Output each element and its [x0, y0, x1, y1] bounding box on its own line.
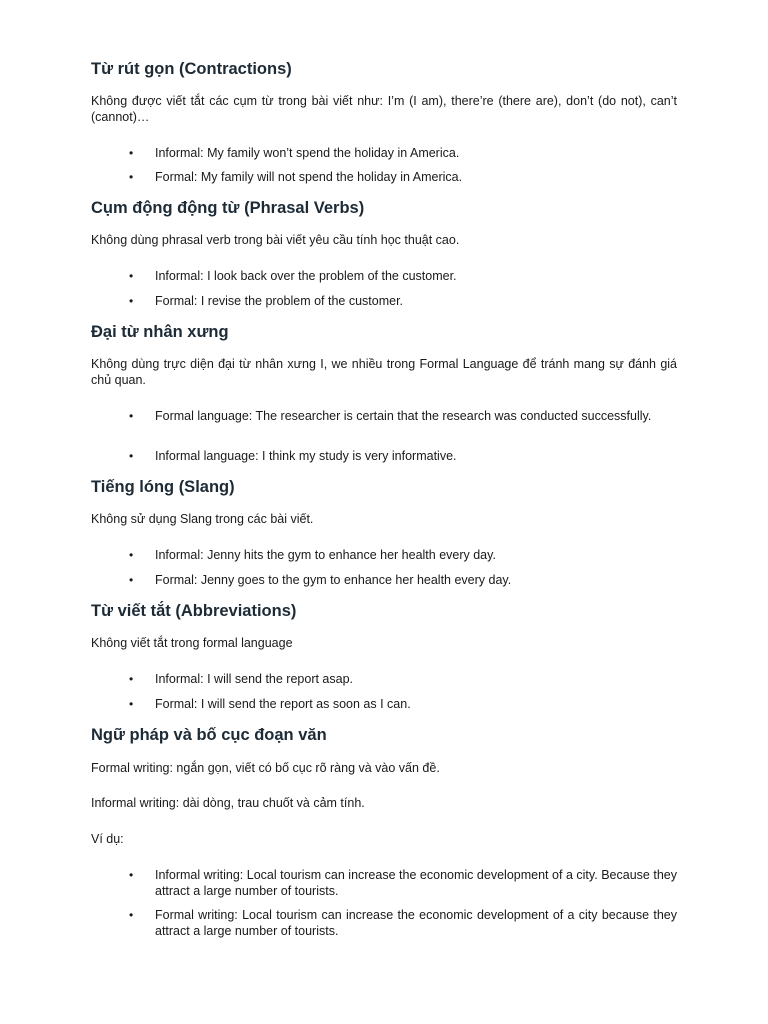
list-item-text: Informal: My family won’t spend the holiday in America. [155, 146, 460, 160]
bullet-icon: • [129, 146, 134, 160]
bullet-icon: • [129, 908, 134, 922]
section-heading-grammar-structure: Ngữ pháp và bố cục đoạn văn [91, 726, 327, 744]
list-item-text: Informal language: I think my study is very informative. [155, 449, 457, 463]
section-heading-abbreviations: Từ viết tắt (Abbreviations) [91, 602, 297, 620]
section-paragraph: Formal writing: ngắn gọn, viết có bố cục rõ ràng và vào vấn đề. [91, 761, 440, 775]
list-item-text: Formal writing: Local tourism can increase the economic development of a city because they attract a large number of tourists. [155, 908, 677, 938]
list-item [129, 409, 677, 425]
list-item [129, 672, 677, 688]
list-item [129, 697, 677, 713]
list-item-text: Informal: Jenny hits the gym to enhance her health every day. [155, 548, 496, 562]
list-item-text: Formal: My family will not spend the holiday in America. [155, 170, 463, 184]
list-item-text: Formal: I revise the problem of the customer. [155, 294, 404, 308]
section-heading-contractions: Từ rút gọn (Contractions) [91, 60, 292, 78]
bullet-icon: • [129, 170, 134, 184]
bullet-icon: • [129, 409, 134, 423]
list-item [129, 146, 677, 162]
list-item-text: Informal: I look back over the problem of the customer. [155, 269, 457, 283]
bullet-icon: • [129, 697, 134, 711]
section-paragraph: Không dùng trực diện đại từ nhân xưng I, we nhiều trong Formal Language để tránh mang sự đánh giá chủ quan. [91, 357, 677, 387]
section-heading-personal-pronouns: Đại từ nhân xưng [91, 323, 229, 341]
section-paragraph: Informal writing: dài dòng, trau chuốt và cảm tính. [91, 796, 365, 810]
list-item [129, 449, 677, 465]
list-item-text: Formal language: The researcher is certain that the research was conducted successfully. [155, 409, 652, 423]
section-paragraph: Không được viết tắt các cụm từ trong bài viết như: I’m (I am), there’re (there are), don’t (do not), can’t (cannot)… [91, 94, 677, 124]
list-item-text: Formal: Jenny goes to the gym to enhance her health every day. [155, 573, 512, 587]
list-item [129, 269, 677, 285]
section-paragraph: Không sử dụng Slang trong các bài viết. [91, 512, 314, 526]
list-item-text: Informal writing: Local tourism can increase the economic development of a city. Because they attract a large number of tourists. [155, 868, 677, 898]
list-item [129, 548, 677, 564]
bullet-icon: • [129, 868, 134, 882]
bullet-icon: • [129, 573, 134, 587]
list-item [129, 573, 677, 589]
list-item-text: Formal: I will send the report as soon as I can. [155, 697, 411, 711]
section-paragraph: Không viết tắt trong formal language [91, 636, 293, 650]
list-item-text: Informal: I will send the report asap. [155, 672, 354, 686]
list-item [129, 170, 677, 186]
list-item [129, 294, 677, 310]
bullet-icon: • [129, 548, 134, 562]
section-heading-slang: Tiếng lóng (Slang) [91, 478, 235, 496]
bullet-icon: • [129, 269, 134, 283]
bullet-icon: • [129, 449, 134, 463]
list-item [129, 868, 677, 899]
bullet-icon: • [129, 294, 134, 308]
section-heading-phrasal-verbs: Cụm động động từ (Phrasal Verbs) [91, 199, 365, 217]
section-paragraph: Ví dụ: [91, 832, 124, 846]
bullet-icon: • [129, 672, 134, 686]
list-item [129, 908, 677, 939]
section-paragraph: Không dùng phrasal verb trong bài viết yêu cầu tính học thuật cao. [91, 233, 460, 247]
